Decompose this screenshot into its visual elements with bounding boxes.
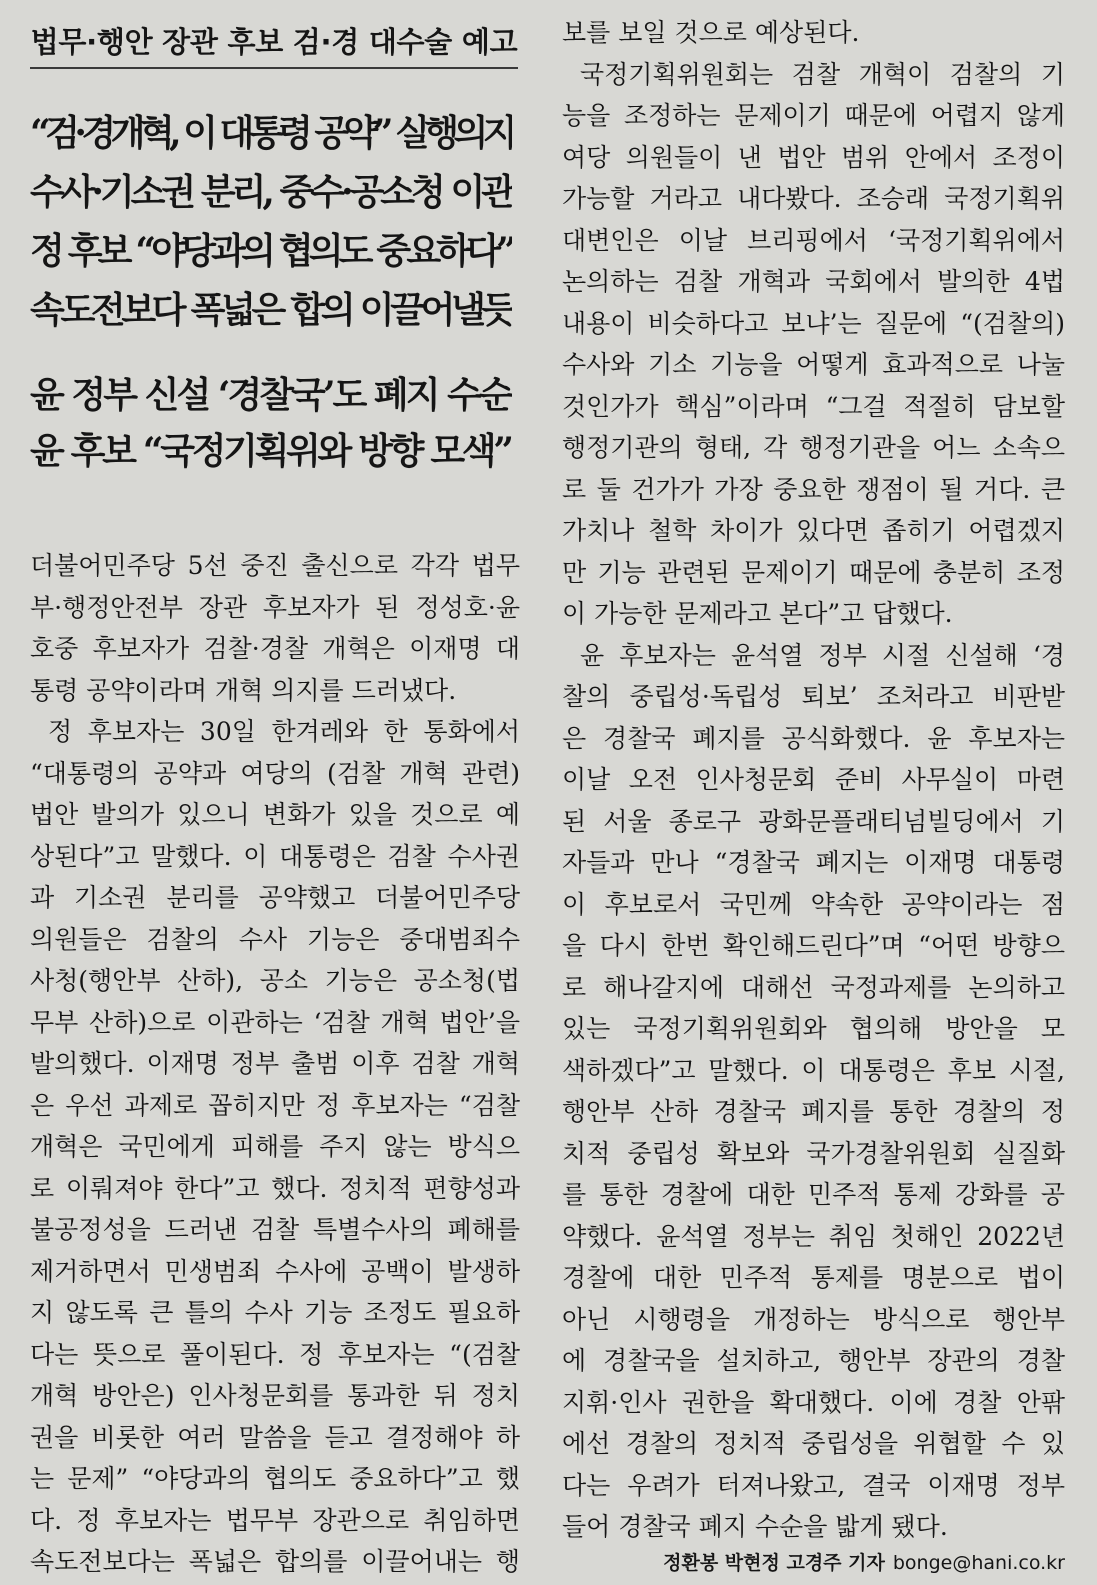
body-text-line: 지휘·인사 권한을 확대했다. 이에 경찰 안팎 — [562, 1387, 1065, 1417]
body-text-line: 는 문제” “야당과의 협의도 중요하다”고 했 — [30, 1464, 520, 1493]
body-text-line: 에선 경찰의 정치적 중립성을 위협할 수 있 — [562, 1429, 1065, 1458]
body-text-line: 과 기소권 분리를 공약했고 더불어민주당 — [30, 883, 520, 912]
body-text-line: 여당 의원들이 낸 법안 범위 안에서 조정이 — [562, 142, 1065, 172]
body-text-line: 을 다시 한번 확인해드린다”며 “어떤 방향으 — [562, 931, 1065, 960]
body-text-line: 경찰에 대한 민주적 통제를 명분으로 법이 — [562, 1263, 1065, 1292]
body-text-line: 상된다”고 말했다. 이 대통령은 검찰 수사권 — [30, 841, 520, 871]
byline-email: bonge@hani.co.kr — [892, 1552, 1065, 1574]
body-text-line: 가치나 철학 차이가 있다면 좁히기 어렵겠지 — [562, 516, 1065, 545]
body-text-line: 것인가가 핵심”이라며 “그걸 적절히 담보할 — [562, 391, 1065, 421]
kicker-headline: 법무·행안 장관 후보 검·경 대수술 예고 — [30, 25, 518, 59]
body-text-line: 속도전보다는 폭넓은 합의를 이끌어내는 행 — [30, 1547, 520, 1576]
body-text-line: 행정기관의 형태, 각 행정기관을 어느 소속으 — [562, 433, 1065, 462]
body-text-line: 자들과 만나 “경찰국 폐지는 이재명 대통령 — [562, 848, 1065, 877]
body-text-line: 아닌 시행령을 개정하는 방식으로 행안부 — [562, 1304, 1065, 1334]
body-text-line: 들어 경찰국 폐지 수순을 밟게 됐다. — [562, 1512, 948, 1541]
body-text-line: 있는 국정기획위원회와 협의해 방안을 모 — [562, 1014, 1065, 1043]
body-text-line: 논의하는 검찰 개혁과 국회에서 발의한 4법 — [562, 267, 1065, 296]
body-text-line: 개혁 방안은) 인사청문회를 통과한 뒤 정치 — [30, 1381, 520, 1410]
body-text-line: 가능할 거라고 내다봤다. 조승래 국정기획위 — [562, 184, 1065, 213]
body-text-line: 된 서울 종로구 광화문플래티넘빌딩에서 기 — [562, 806, 1065, 836]
body-text-line: “대통령의 공약과 여당의 (검찰 개혁 관련) — [30, 758, 520, 788]
body-text-line: 보를 보일 것으로 예상된다. — [562, 18, 860, 47]
body-text-line: 로 해나갈지에 대해선 국정과제를 논의하고 — [562, 972, 1065, 1002]
body-text-line: 은 경찰국 폐지를 공식화했다. 윤 후보자는 — [562, 723, 1065, 753]
paragraph — [30, 711, 520, 1583]
body-text-line: 은 우선 과제로 꼽히지만 정 후보자는 “검찰 — [30, 1090, 520, 1120]
subheadline: 윤 정부 신설 ‘경찰국’도 폐지 수순 — [30, 374, 511, 416]
body-text-line: 더불어민주당 5선 중진 출신으로 각각 법무 — [30, 551, 520, 580]
body-text-line: 의원들은 검찰의 수사 기능은 중대범죄수 — [30, 924, 520, 954]
body-text-line: 내용이 비슷하다고 보냐’는 질문에 “(검찰의) — [562, 308, 1065, 338]
subheadline: 정 후보 “야당과의 협의도 중요하다” — [30, 230, 512, 272]
body-text-line: 발의했다. 이재명 정부 출범 이후 검찰 개혁 — [30, 1049, 520, 1078]
body-text-line: 권을 비롯한 여러 말씀을 듣고 결정해야 하 — [30, 1422, 520, 1452]
subheadline-group-secondary — [30, 367, 512, 479]
body-text-line: 부·행정안전부 장관 후보자가 된 정성호·윤 — [30, 592, 520, 622]
paragraph — [562, 12, 1065, 54]
body-text-line: 제거하면서 민생범죄 수사에 공백이 발생하 — [30, 1256, 520, 1286]
body-text-line: 다는 뜻으로 풀이된다. 정 후보자는 “(검찰 — [30, 1339, 520, 1369]
body-text-line: 호중 후보자가 검찰·경찰 개혁은 이재명 대 — [30, 634, 520, 663]
body-text-line: 로 둘 건가가 가장 중요한 쟁점이 될 거다. 큰 — [562, 474, 1065, 504]
body-text-line: 치적 중립성 확보와 국가경찰위원회 실질화 — [562, 1138, 1065, 1168]
body-text-line: 다. 정 후보자는 법무부 장관으로 취임하면 — [30, 1505, 520, 1535]
paragraph — [562, 54, 1065, 635]
body-text-line: 이 후보로서 국민께 약속한 공약이라는 점 — [562, 889, 1065, 919]
body-text-line: 찰의 중립성·독립성 퇴보’ 조처라고 비판받 — [562, 682, 1065, 711]
body-text-line: 색하겠다”고 말했다. 이 대통령은 후보 시절, — [562, 1055, 1065, 1085]
body-text-line: 약했다. 윤석열 정부는 취임 첫해인 2022년 — [562, 1221, 1065, 1251]
body-text-line: 지 않도록 큰 틀의 수사 기능 조정도 필요하 — [30, 1298, 520, 1327]
article-column-right — [562, 12, 1065, 1548]
subheadline: 윤 후보 “국정기획위와 방향 모색” — [30, 430, 511, 472]
body-text-line: 통령 공약이라며 개혁 의지를 드러냈다. — [30, 675, 457, 705]
body-text-line: 에 경찰국을 설치하고, 행안부 장관의 경찰 — [562, 1346, 1065, 1375]
body-text-line: 행안부 산하 경찰국 폐지를 통한 경찰의 정 — [562, 1097, 1065, 1126]
paragraph — [562, 635, 1065, 1548]
body-text-line: 불공정성을 드러낸 검찰 특별수사의 폐해를 — [30, 1215, 520, 1244]
body-text-line: 수사와 기소 기능을 어떻게 효과적으로 나눌 — [562, 350, 1065, 379]
byline-reporters: 정환봉 박현정 고경주 기자 — [663, 1552, 885, 1574]
body-text-line: 개혁은 국민에게 피해를 주지 않는 방식으 — [30, 1132, 520, 1161]
body-text-line: 이날 오전 인사청문회 준비 사무실이 마련 — [562, 765, 1065, 794]
body-text-line: 를 통한 경찰에 대한 민주적 통제 강화를 공 — [562, 1180, 1065, 1209]
body-text-line: 윤 후보자는 윤석열 정부 시절 신설해 ‘경 — [580, 640, 1065, 670]
subheadline: 수사·기소권 분리, 중수·공소청 이관 — [30, 171, 512, 213]
kicker-underline — [30, 67, 518, 69]
body-text-line: 사청(행안부 산하), 공소 기능은 공소청(법 — [30, 966, 520, 995]
paragraph — [30, 545, 520, 711]
body-text-line: 무부 산하)으로 이관하는 ‘검찰 개혁 법안’을 — [30, 1007, 520, 1037]
body-text-line: 국정기획위원회는 검찰 개혁이 검찰의 기 — [580, 59, 1065, 89]
body-text-line: 다는 우려가 터져나왔고, 결국 이재명 정부 — [562, 1470, 1065, 1500]
body-text-line: 로 이뤄져야 한다”고 했다. 정치적 편향성과 — [30, 1173, 520, 1203]
subheadline-group-main — [30, 104, 512, 340]
body-text-line: 이 가능한 문제라고 본다”고 답했다. — [562, 599, 953, 628]
subheadline: 속도전보다 폭넓은 합의 이끌어낼듯 — [30, 289, 512, 331]
byline — [663, 1549, 1065, 1577]
body-text-line: 법안 발의가 있으니 변화가 있을 것으로 예 — [30, 800, 520, 829]
article-column-left — [30, 545, 520, 1583]
subheadline: “검·경개혁, 이 대통령 공약” 실행의지 — [30, 112, 512, 154]
body-text-line: 정 후보자는 30일 한겨레와 한 통화에서 — [48, 717, 520, 746]
body-text-line: 대변인은 이날 브리핑에서 ‘국정기획위에서 — [562, 225, 1065, 255]
body-text-line: 만 기능 관련된 문제이기 때문에 충분히 조정 — [562, 557, 1065, 587]
body-text-line: 능을 조정하는 문제이기 때문에 어렵지 않게 — [562, 101, 1065, 130]
